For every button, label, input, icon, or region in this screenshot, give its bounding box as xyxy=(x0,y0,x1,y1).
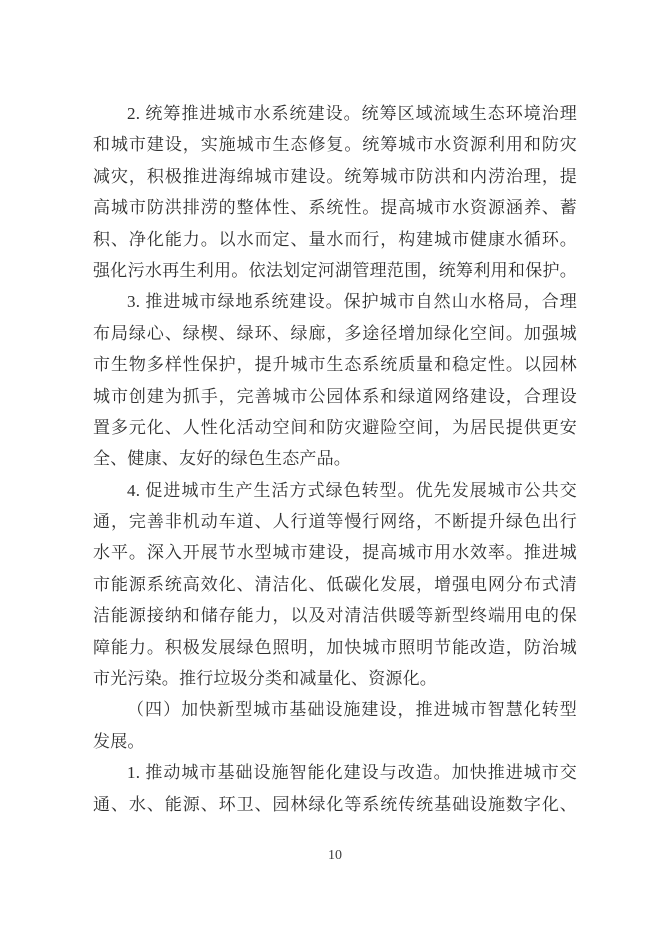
text-line: 障能力。积极发展绿色照明，加快城市照明节能改造，防治城 xyxy=(93,637,577,657)
paragraph-green-lifestyle-transform xyxy=(93,475,577,695)
text-line: 高城市防洪排涝的整体性、系统性。提高城市水资源涵养、蓄 xyxy=(93,198,577,218)
text-line: 发展。 xyxy=(93,731,145,751)
text-line: 2. 统筹推进城市水系统建设。统筹区域流域生态环境治理 xyxy=(127,104,577,123)
text-line: 和城市建设，实施城市生态修复。统筹城市水资源利用和防灾 xyxy=(93,135,577,155)
text-line: （四）加快新型城市基础设施建设，推进城市智慧化转型 xyxy=(127,700,577,720)
text-line: 城市创建为抓手，完善城市公园体系和绿道网络建设，合理设 xyxy=(93,386,577,406)
paragraph-green-space-system xyxy=(93,286,577,474)
text-line: 置多元化、人性化活动空间和防灾避险空间，为居民提供更安 xyxy=(93,417,577,437)
text-line: 市能源系统高效化、清洁化、低碳化发展，增强电网分布式清 xyxy=(93,574,577,594)
text-line: 4. 促进城市生产生活方式绿色转型。优先发展城市公共交 xyxy=(127,480,577,500)
text-line: 减灾，积极推进海绵城市建设。统筹城市防洪和内涝治理，提 xyxy=(93,166,577,186)
page-footer xyxy=(93,846,577,865)
paragraph-smart-infrastructure xyxy=(93,757,577,820)
text-line: 积、净化能力。以水而定、量水而行，构建城市健康水循环。 xyxy=(93,229,577,249)
text-line: 1. 推动城市基础设施智能化建设与改造。加快推进城市交 xyxy=(127,763,577,783)
paragraph-urban-water-system xyxy=(93,98,577,286)
paragraph-section-4-heading xyxy=(93,694,577,757)
page-number-label: 10 xyxy=(328,847,342,863)
text-line: 通、水、能源、环卫、园林绿化等系统传统基础设施数字化、 xyxy=(93,794,577,814)
text-line: 3. 推进城市绿地系统建设。保护城市自然山水格局，合理 xyxy=(127,292,577,312)
text-line: 市生物多样性保护，提升城市生态系统质量和稳定性。以园林 xyxy=(93,355,577,375)
text-line: 强化污水再生利用。依法划定河湖管理范围，统筹利用和保护。 xyxy=(93,260,577,280)
text-line: 布局绿心、绿楔、绿环、绿廊，多途径增加绿化空间。加强城 xyxy=(93,323,577,343)
text-line: 通，完善非机动车道、人行道等慢行网络，不断提升绿色出行 xyxy=(93,512,577,532)
text-line: 全、健康、友好的绿色生态产品。 xyxy=(93,449,351,469)
text-line: 水平。深入开展节水型城市建设，提高城市用水效率。推进城 xyxy=(93,543,577,563)
text-line: 市光污染。推行垃圾分类和减量化、资源化。 xyxy=(93,669,437,689)
text-line: 洁能源接纳和储存能力，以及对清洁供暖等新型终端用电的保 xyxy=(93,606,577,626)
